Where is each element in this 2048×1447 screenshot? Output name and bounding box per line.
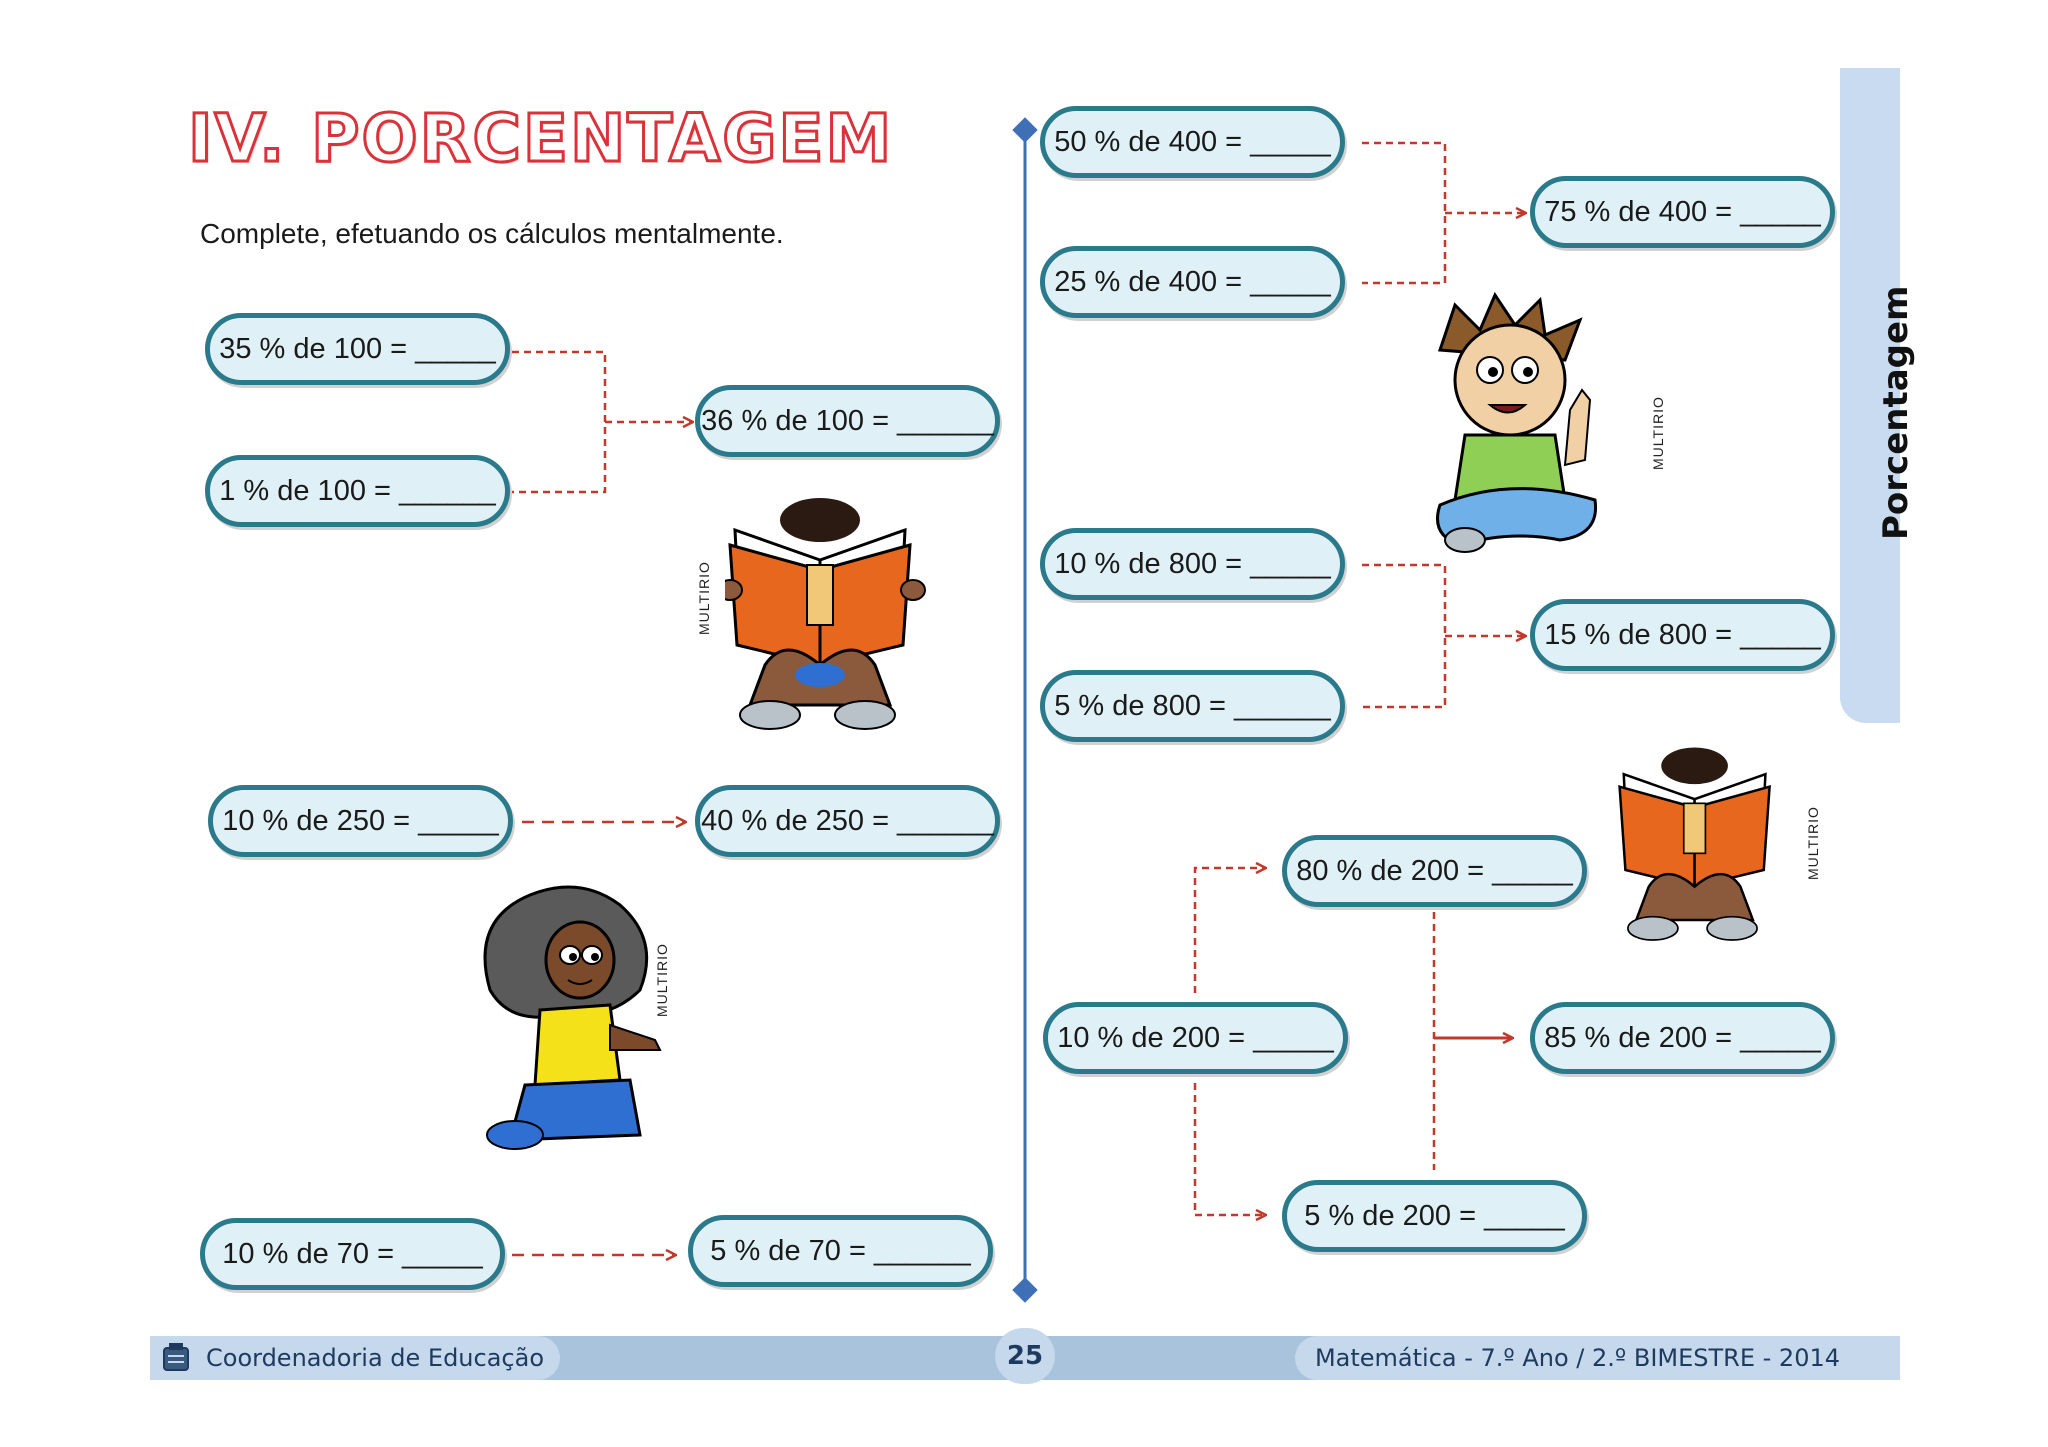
expression-box: 75 % de 400 = _____ <box>1530 176 1835 248</box>
page-title: IV. PORCENTAGEM <box>188 100 894 177</box>
boy-illustration <box>1420 290 1620 565</box>
footer-left <box>150 1336 560 1380</box>
expression-box: 5 % de 200 = _____ <box>1282 1180 1587 1252</box>
expression-box: 15 % de 800 = _____ <box>1530 599 1835 671</box>
instruction-text: Complete, efetuando os cálculos mentalmente. <box>200 218 784 249</box>
side-tab-label: Porcentagem <box>1876 285 1916 540</box>
watermark-text: MULTIRIO <box>1805 806 1821 880</box>
expression-box: 36 % de 100 = ______ <box>695 385 1000 457</box>
expression-box: 10 % de 200 = _____ <box>1043 1002 1348 1074</box>
connector-b1 <box>512 352 605 492</box>
girl-illustration <box>470 880 680 1160</box>
reading-kid-illustration <box>1615 745 1795 945</box>
watermark-text: MULTIRIO <box>654 943 670 1017</box>
watermark-text: MULTIRIO <box>696 561 712 635</box>
connector-b11 <box>1362 565 1445 707</box>
page-number: 25 <box>995 1328 1055 1384</box>
footer-right <box>1295 1336 1900 1380</box>
expression-box: 85 % de 200 = _____ <box>1530 1002 1835 1074</box>
connector-b8 <box>1362 143 1445 283</box>
watermark-text: MULTIRIO <box>1650 396 1666 470</box>
expression-box: 5 % de 800 = ______ <box>1040 670 1345 742</box>
expression-box: 10 % de 70 = _____ <box>200 1218 505 1290</box>
center-divider <box>1012 117 1037 1302</box>
expression-box: 40 % de 250 = ______ <box>695 785 1000 857</box>
connector-b15-b14 <box>1195 868 1265 993</box>
connector-b15-b17 <box>1195 1083 1265 1215</box>
expression-box: 25 % de 400 = _____ <box>1040 246 1345 318</box>
expression-box: 1 % de 100 = ______ <box>205 455 510 527</box>
footer-subject: Matemática - 7.º Ano / 2.º BIMESTRE - 2014 <box>1314 1344 1840 1372</box>
footer-org: Coordenadoria de Educação <box>206 1344 545 1372</box>
expression-box: 10 % de 800 = _____ <box>1040 528 1345 600</box>
expression-box: 80 % de 200 = _____ <box>1282 835 1587 907</box>
crest-icon <box>158 1340 194 1376</box>
expression-box: 50 % de 400 = _____ <box>1040 106 1345 178</box>
expression-box: 5 % de 70 = ______ <box>688 1215 993 1287</box>
expression-box: 35 % de 100 = _____ <box>205 313 510 385</box>
expression-box: 10 % de 250 = _____ <box>208 785 513 857</box>
reading-kid-illustration <box>725 495 940 735</box>
